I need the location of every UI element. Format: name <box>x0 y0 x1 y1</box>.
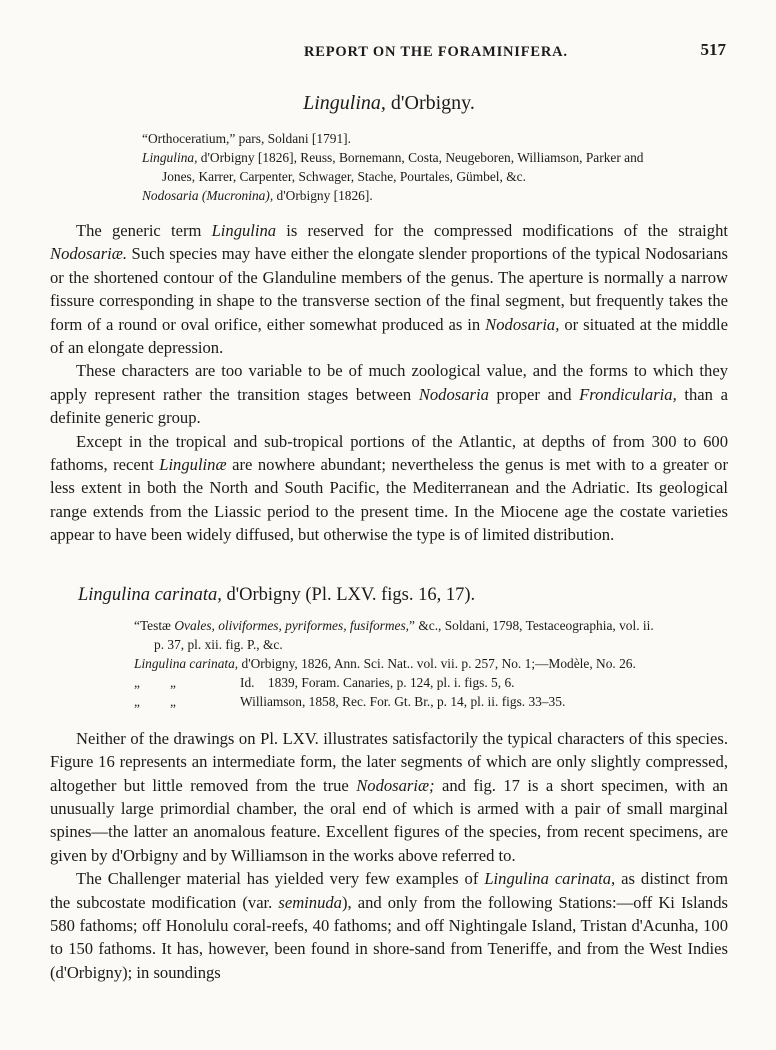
text-run: Nodosariæ; <box>356 775 435 795</box>
synonymy-line: p. 37, pl. xii. fig. P., &c. <box>154 636 283 652</box>
synonymy-line: Lingulina, d'Orbigny [1826], Reuss, Bornemann, Costa, Neugeboren, Williamson, Parker and <box>142 150 644 165</box>
paragraph-characters <box>50 359 728 429</box>
synonymy-line: “Testæ Ovales, oliviformes, pyriformes, fusiformes,” &c., Soldani, 1798, Testaceographia, vol. ii. <box>134 617 654 633</box>
text-run: The generic term <box>76 221 212 240</box>
text-run: and fig. 17 is a short specimen, with an unusually large primordial chamber, the oral end of which is armed with a pair of small marginal spines—the latter an anomalous feature. Excellent figures of the species, from recent specimens, are given by d'Orbigny and by Williamson in the works above referred to. <box>50 775 728 865</box>
ditto-mark: „ <box>134 674 140 690</box>
genus-heading <box>50 92 728 115</box>
text-run: seminuda <box>278 892 342 912</box>
species-synonymy <box>134 616 728 711</box>
ditto-mark: „ <box>170 693 176 709</box>
text-run: Neither of the drawings on Pl. LXV. illustrates satisfactorily the typical characters of this species. Figure 16 represents an intermediate form, the later segments of which are only slightly compressed, altogether but little removed from the true <box>50 728 728 795</box>
synonymy-line: Nodosaria (Mucronina), d'Orbigny [1826]. <box>142 188 373 203</box>
ditto-mark: „ <box>134 693 140 709</box>
paragraph-challenger-material <box>50 867 728 984</box>
genus-author: d'Orbigny. <box>385 92 475 114</box>
text-run: are nowhere abundant; nevertheless the genus is met with to a greater or less extent in both the North and South Pacific, the Mediterranean and the Adriatic. Its geological range extends from the Liassic period to the present time. In the Miocene age the costate varieties appear to have been widely diffused, but otherwise the type is of limited distribution. <box>50 455 728 545</box>
synonymy-line: „ „ Williamson, 1858, Rec. For. Gt. Br., p. 14, pl. ii. figs. 33–35. <box>134 693 566 709</box>
text-run: Such species may have either the elongate slender proportions of the typical Nodosarians or the shortened contour of the Glanduline members of the genus. The aperture is normally a narrow fissure corresponding in shape to the transverse section of the final segment, but frequently takes the form of a round or oval orifice, either somewhat produced as in <box>50 244 728 334</box>
text-run: ), and only from the following Stations:—off Ki Islands 580 fathoms; off Honolulu coral-reefs, 40 fathoms; and off Nightingale Island, Tristan d'Acunha, 100 to 150 fathoms. It has, however, been found in shore-sand from Teneriffe, and from the West Indies (d'Orbigny); in soundings <box>50 892 728 982</box>
text-run: than a definite generic group. <box>50 384 728 428</box>
text-run: Lingulina carinata, <box>484 869 616 889</box>
ditto-mark: „ <box>170 674 176 690</box>
text-run: Nodosaria, <box>485 314 560 334</box>
text-run: Lingulinæ <box>159 455 227 475</box>
synonymy-line: „ „ Id. 1839, Foram. Canaries, p. 124, pl. i. figs. 5, 6. <box>134 674 515 690</box>
paragraph-generic-term <box>50 219 728 359</box>
genus-name: Lingulina, <box>303 92 386 114</box>
text-run: Except in the tropical and sub-tropical portions of the Atlantic, at depths of from 300 to 600 fathoms, recent <box>50 431 728 475</box>
genus-synonymy <box>142 129 728 205</box>
text-run: is reserved for the compressed modifications of the straight <box>276 221 728 240</box>
text-run: proper and <box>488 384 580 404</box>
synonymy-line: Jones, Karrer, Carpenter, Schwager, Stache, Pourtales, Gümbel, &c. <box>162 169 526 184</box>
text-run: The Challenger material has yielded very few examples of <box>76 869 485 889</box>
text-run: Frondicularia, <box>579 384 677 404</box>
paragraph-drawings <box>50 727 728 867</box>
text-run: Nodosaria <box>418 384 489 404</box>
text-run: Nodosariæ. <box>50 244 127 264</box>
text-run: or situated at the middle of an elongate depression. <box>50 314 729 358</box>
species-ref: d'Orbigny (Pl. LXV. figs. 16, 17). <box>221 584 476 605</box>
species-name: Lingulina carinata, <box>78 584 222 605</box>
text-run: as distinct from the subcostate modification (var. <box>50 869 728 912</box>
running-head: REPORT ON THE FORAMINIFERA. <box>304 44 568 60</box>
text-run: These characters are too variable to be of much zoological value, and the forms to which they apply represent rather the transition stages between <box>50 361 728 404</box>
species-heading <box>78 585 728 606</box>
synonymy-line: “Orthoceratium,” pars, Soldani [1791]. <box>142 131 351 146</box>
synonymy-line: Lingulina carinata, d'Orbigny, 1826, Ann. Sci. Nat.. vol. vii. p. 257, No. 1;—Modèle, No. 26. <box>134 655 636 671</box>
page-number: 517 <box>700 40 726 59</box>
paragraph-distribution <box>50 430 728 547</box>
text-run: Lingulina <box>211 221 277 240</box>
page-header <box>50 0 728 70</box>
